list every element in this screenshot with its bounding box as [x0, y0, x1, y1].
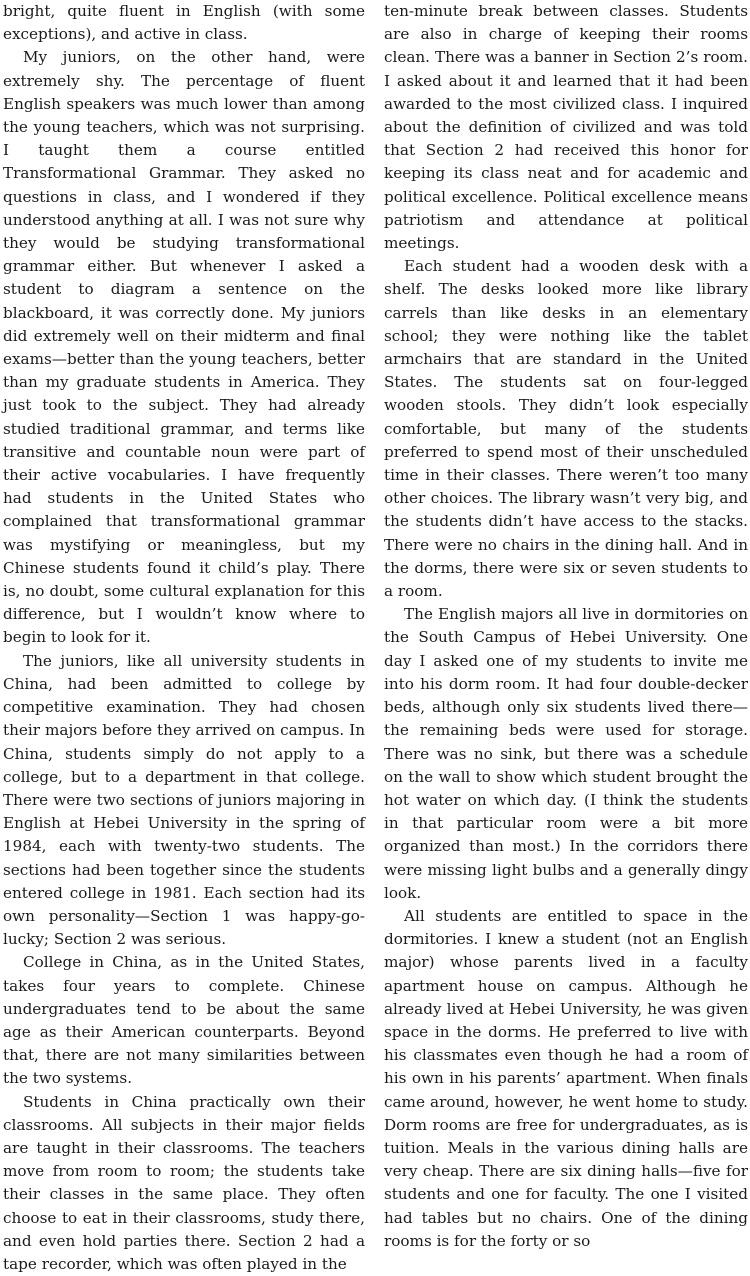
paragraph-right-4: All students are entitled to space in the dormitories. I knew a student (not an English major) whose parents lived in a faculty apartment house on campus. Although he already lived at Hebei University, he was given space in the dorms. He preferred to live with his classmates even though he had a room of his own in his parents’ apartment. When finals came around, however, he went home to study. Dorm rooms are free for undergraduates, as is tuition. Meals in the various dining halls are very cheap. There are six dining halls—five for students and one for faculty. The one I visited had tables but no chairs. One of the dining rooms is for the forty or so: [384, 906, 748, 1250]
paragraph-right-1: ten-minute break between classes. Students are also in charge of keeping their rooms clean. There was a banner in Section 2’s room. I asked about it and learned that it had been awarded to the most civilized class. I inquired about the definition of civilized and was told that Section 2 had received this honor for keeping its class neat and for academic and political excellence. Political excellence means patriotism and attendance at political meetings.: [384, 2, 748, 253]
paragraph-right-2: Each student had a wooden desk with a shelf. The desks looked more like library carrels than like desks in an elementary school; they were nothing like the tablet armchairs that are standard in the United States. The students sat on four-legged wooden stools. They didn’t look especially comfortable, but many of the students preferred to spend most of their unscheduled time in their classes. There weren’t too many other choices. The library wasn’t very big, and the students didn’t have access to the stacks. There were no chairs in the dining hall. And in the dorms, there were six or seven students to a room.: [384, 257, 748, 601]
paragraph-left-3: The juniors, like all university students in China, had been admitted to college by competitive examination. They had chosen their majors before they arrived on campus. In China, students simply do not apply to a college, but to a department in that college. There were two sections of juniors majoring in English at Hebei University in the spring of 1984, each with twenty-two students. The sections had been together since the students entered college in 1981. Each section had its own personality—Section 1 was happy-go-lucky; Section 2 was serious.: [3, 651, 365, 949]
paragraph-left-5: Students in China practically own their classrooms. All subjects in their major fields are taught in their classrooms. The teachers move from room to room; the students take their classes in the same place. They often choose to eat in their classrooms, study there, and even hold parties there. Section 2 had a tape recorder, which was often played in the: [3, 1092, 365, 1273]
paragraph-right-3: The English majors all live in dormitories on the South Campus of Hebei University. One day I asked one of my students to invite me into his dorm room. It had four double-decker beds, although only six students lived there—the remaining beds were used for storage. There was no sink, but there was a schedule on the wall to show which student brought the hot water on which day. (I think the students in that particular room were a bit more organized than most.) In the corridors there were missing light bulbs and a generally dingy look.: [384, 605, 748, 902]
paragraph-left-4: College in China, as in the United States, takes four years to complete. Chinese undergraduates tend to be about the same age as their American counterparts. Beyond that, there are not many similarities between the two systems.: [3, 953, 365, 1088]
paragraph-left-1: bright, quite fluent in English (with some exceptions), and active in class.: [3, 2, 365, 44]
left-column: [3, 0, 365, 1273]
paragraph-left-2: My juniors, on the other hand, were extremely shy. The percentage of fluent English speakers was much lower than among the young teachers, which was not surprising. I taught them a course entitled Transformational Grammar. They asked no questions in class, and I wondered if they understood anything at all. I was not sure why they would be studying transformational grammar either. But whenever I asked a student to diagram a sentence on the blackboard, it was correctly done. My juniors did extremely well on their midterm and final exams—better than the young teachers, better than my graduate students in America. They just took to the subject. They had already studied traditional grammar, and terms like transitive and countable noun were part of their active vocabularies. I have frequently had students in the United States who complained that transformational grammar was mystifying or meaningless, but my Chinese students found it child’s play. There is, no doubt, some cultural explanation for this difference, but I wouldn’t know where to begin to look for it.: [3, 48, 365, 647]
right-column: [384, 0, 748, 1250]
